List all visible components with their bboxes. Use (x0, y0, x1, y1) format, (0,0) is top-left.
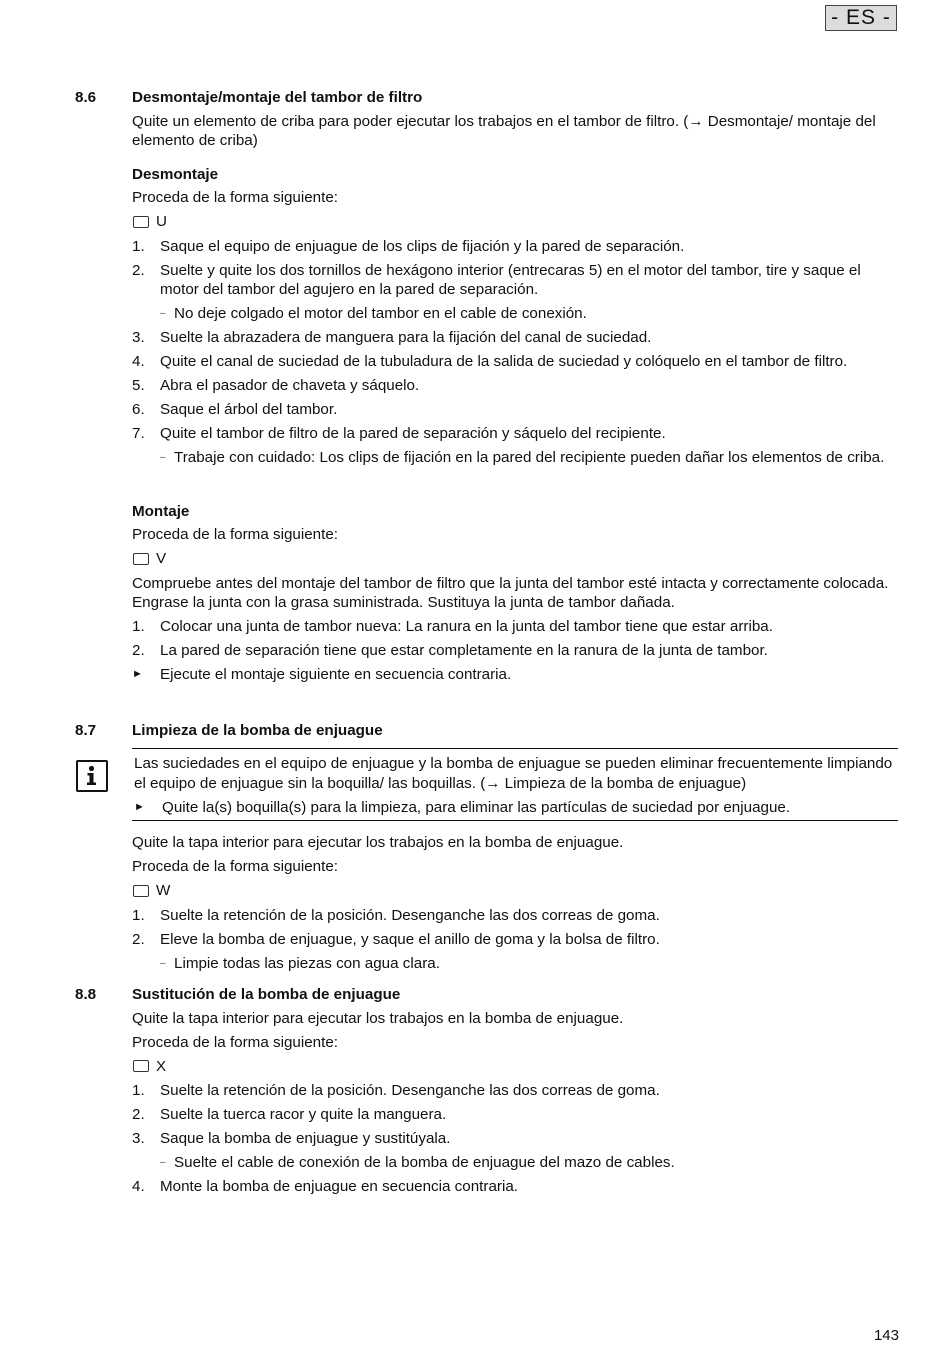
step-text: Colocar una junta de tambor nueva: La ranura en la junta del tambor tiene que estar arriba. (160, 618, 773, 635)
section-heading-8-6 (75, 88, 898, 108)
triangle-icon: ► (134, 800, 145, 813)
figure-icon (133, 1060, 149, 1072)
sub-item (160, 1153, 898, 1173)
step-number: 6. (132, 401, 145, 418)
proceed-text: Proceda de la forma siguiente: (132, 858, 338, 875)
step-text: Saque el árbol del tambor. (160, 401, 338, 418)
dash-icon: – (160, 308, 166, 319)
proceed-text: Proceda de la forma siguiente: (132, 526, 338, 543)
sub-text: No deje colgado el motor del tambor en el cable de conexión. (174, 305, 587, 322)
action-text: Quite la(s) boquilla(s) para la limpieza, para eliminar las partículas de suciedad por enjuague. (162, 798, 791, 816)
action-item (134, 798, 898, 818)
list-item (132, 400, 898, 420)
sub-text: Limpie todas las piezas con agua clara. (174, 954, 440, 972)
list-item (132, 1177, 898, 1197)
step-text: Suelte la abrazadera de manguera para la fijación del canal de suciedad. (160, 329, 652, 346)
step-text: Suelte la tuerca racor y quite la manguera. (160, 1106, 447, 1123)
section-title: Sustitución de la bomba de enjuague (132, 986, 401, 1003)
info-note (75, 748, 898, 821)
proceed-text: Proceda de la forma siguiente: (132, 189, 338, 206)
list-item (132, 906, 898, 926)
proceed-text: Proceda de la forma siguiente: (132, 1033, 338, 1051)
info-note-text: Las suciedades en el equipo de enjuague y la bomba de enjuague se pueden eliminar frecuentemente limpiando el equipo de enjuague sin la boquilla/ las boquillas. (→ Limpieza de la bomba de enjuague) (134, 755, 893, 792)
page-content (75, 88, 898, 1201)
section-number: 8.7 (75, 721, 97, 739)
step-number: 2. (132, 930, 145, 948)
step-text: Suelte la retención de la posición. Desenganche las dos correas de goma. (160, 1082, 660, 1099)
figure-reference (132, 881, 898, 901)
step-number: 2. (132, 261, 145, 279)
steps-list (132, 906, 898, 974)
figure-reference (132, 212, 898, 232)
dash-icon: – (160, 1157, 166, 1168)
step-number: 3. (132, 1130, 145, 1147)
list-item (132, 930, 898, 950)
figure-letter: W (156, 882, 171, 899)
montaje-paragraph: Compruebe antes del montaje del tambor de filtro que la junta del tambor esté intacta y correctamente colocada. Engrase la junta con la grasa suministrada. Sustituya la junta de tambor dañada. (132, 574, 889, 611)
sub-text: Trabaje con cuidado: Los clips de fijación en la pared del recipiente pueden dañar los elementos de criba. (174, 449, 885, 466)
figure-reference (132, 549, 898, 569)
steps-list (132, 1081, 898, 1197)
steps-list (132, 237, 898, 468)
list-item (132, 1105, 898, 1125)
page-number: 143 (873, 1327, 899, 1344)
triangle-icon: ► (132, 668, 143, 680)
section-number: 8.6 (75, 89, 97, 106)
step-number: 7. (132, 425, 145, 442)
figure-icon (133, 885, 149, 897)
step-text: Suelte la retención de la posición. Desenganche las dos correas de goma. (160, 906, 660, 924)
section-intro: Quite un elemento de criba para poder ejecutar los trabajos en el tambor de filtro. (→ Desmontaje/ montaje del elemento de criba) (132, 112, 876, 149)
step-text: Abra el pasador de chaveta y sáquelo. (160, 377, 420, 394)
steps-list (132, 617, 898, 661)
list-item (132, 376, 898, 396)
step-number: 4. (132, 1178, 145, 1195)
figure-reference (132, 1057, 898, 1077)
action-item (132, 665, 898, 685)
dash-icon: – (160, 452, 166, 463)
sub-text: Suelte el cable de conexión de la bomba de enjuague del mazo de cables. (174, 1154, 675, 1171)
list-item (132, 352, 898, 372)
sub-item (160, 448, 898, 468)
step-number: 1. (132, 1082, 145, 1099)
figure-letter: V (156, 550, 167, 567)
list-item (132, 261, 898, 300)
list-item (132, 641, 898, 661)
list-item (132, 1129, 898, 1149)
figure-letter: X (156, 1057, 167, 1075)
section-number: 8.8 (75, 986, 97, 1003)
section-intro: Quite la tapa interior para ejecutar los trabajos en la bomba de enjuague. (132, 834, 624, 851)
language-badge: - ES - (825, 5, 897, 31)
step-text: Saque la bomba de enjuague y sustitúyala. (160, 1130, 451, 1147)
subheading-montaje: Montaje (132, 502, 190, 520)
step-text: Suelte y quite los dos tornillos de hexágono interior (entrecaras 5) en el motor del tambor, tire y saque el motor del tambor del agujero en la pared de separación. (160, 261, 861, 298)
step-number: 3. (132, 329, 145, 346)
figure-icon (133, 216, 149, 228)
list-item (132, 424, 898, 444)
step-number: 2. (132, 1106, 145, 1123)
figure-letter: U (156, 213, 167, 230)
sub-item (160, 304, 898, 324)
step-text: Monte la bomba de enjuague en secuencia contraria. (160, 1178, 518, 1195)
step-number: 1. (132, 906, 145, 924)
list-item (132, 1081, 898, 1101)
info-icon (76, 760, 108, 792)
figure-icon (133, 553, 149, 565)
step-text: La pared de separación tiene que estar completamente en la ranura de la junta de tambor. (160, 642, 768, 659)
step-text: Eleve la bomba de enjuague, y saque el anillo de goma y la bolsa de filtro. (160, 930, 660, 948)
step-number: 4. (132, 353, 145, 370)
step-text: Saque el equipo de enjuague de los clips de fijación y la pared de separación. (160, 237, 685, 255)
subheading-desmontaje: Desmontaje (132, 165, 219, 183)
step-number: 2. (132, 642, 145, 659)
list-item (132, 328, 898, 348)
step-number: 1. (132, 618, 145, 635)
step-text: Quite el tambor de filtro de la pared de separación y sáquelo del recipiente. (160, 425, 666, 442)
section-heading-8-7 (75, 721, 898, 741)
section-title: Desmontaje/montaje del tambor de filtro (132, 89, 423, 106)
dash-icon: – (160, 957, 166, 969)
step-number: 1. (132, 237, 145, 255)
list-item (132, 237, 898, 257)
action-text: Ejecute el montaje siguiente en secuencia contraria. (160, 666, 512, 683)
list-item (132, 617, 898, 637)
step-text: Quite el canal de suciedad de la tubuladura de la salida de suciedad y colóquelo en el tambor de filtro. (160, 353, 848, 370)
section-intro: Quite la tapa interior para ejecutar los trabajos en la bomba de enjuague. (132, 1009, 624, 1027)
sub-item (160, 954, 898, 974)
step-number: 5. (132, 377, 145, 394)
section-title: Limpieza de la bomba de enjuague (132, 721, 383, 739)
info-note-body (132, 748, 898, 821)
section-heading-8-8 (75, 985, 898, 1005)
